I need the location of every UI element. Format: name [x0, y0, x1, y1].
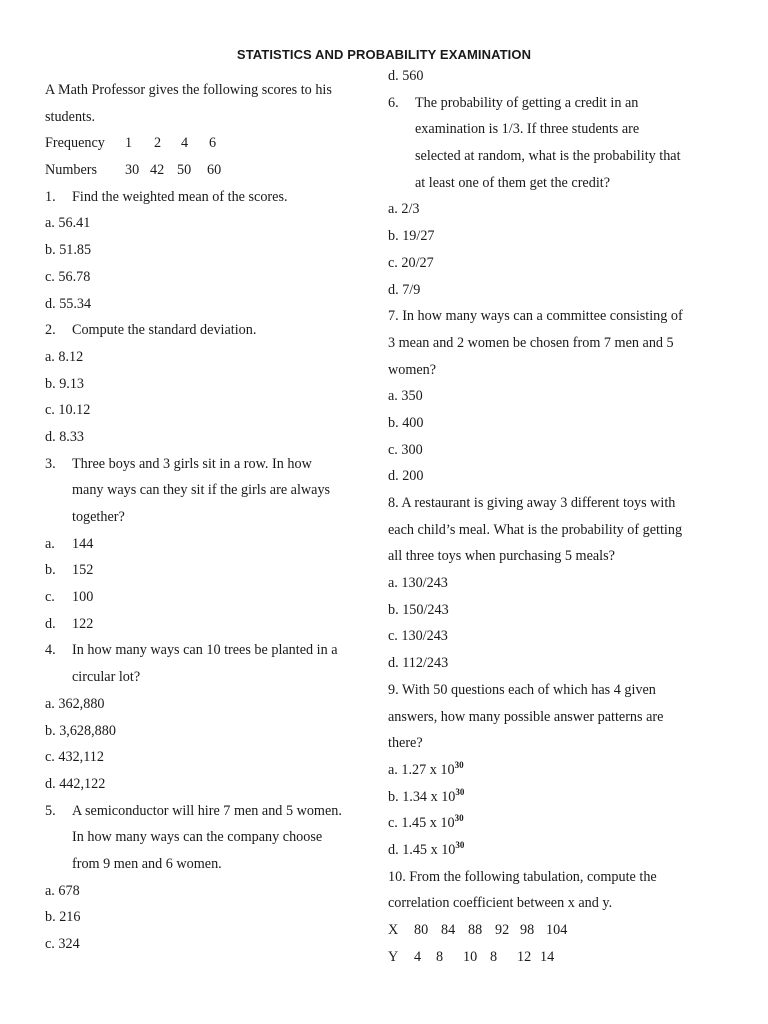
question-text: Three boys and 3 girls sit in a row. In how — [72, 455, 312, 472]
question-text: from 9 men and 6 women. — [72, 855, 222, 872]
option-value: 100 — [72, 589, 94, 606]
option-c — [45, 584, 365, 611]
question-number: 6. — [388, 94, 399, 111]
frequency-row — [45, 130, 365, 157]
option-d: d. 112/243 — [388, 655, 449, 672]
y-label: Y — [388, 948, 399, 965]
option-b: b. 216 — [45, 909, 81, 926]
numbers-value: 50 — [177, 162, 192, 179]
question-text: answers, how many possible answer patterns are — [388, 708, 664, 725]
intro-line: A Math Professor gives the following scores to his — [45, 82, 332, 98]
option-letter: d. — [45, 615, 56, 632]
question-text: Find the weighted mean of the scores. — [72, 188, 288, 205]
option-b: b. 9.13 — [45, 375, 85, 392]
question-text: together? — [72, 509, 125, 525]
question-text: there? — [388, 735, 423, 752]
option-value: 122 — [72, 615, 94, 632]
option-c: c. 130/243 — [388, 628, 448, 645]
numbers-label: Numbers — [45, 162, 98, 179]
question-text: In how many ways can 10 trees be planted in a — [72, 642, 338, 659]
x-values-row — [388, 917, 728, 944]
option-a — [45, 531, 365, 558]
intro-line: students. — [45, 108, 96, 125]
option-d — [388, 837, 728, 864]
question-number: 2. — [45, 322, 56, 339]
question-6 — [388, 90, 728, 117]
frequency-value: 6 — [209, 135, 217, 152]
option-d: d. 200 — [388, 468, 424, 485]
x-value: 92 — [495, 922, 510, 938]
option-d: d. 55.34 — [45, 295, 92, 312]
option-letter: c. — [45, 589, 55, 606]
question-text: correlation coefficient between x and y. — [388, 895, 613, 912]
y-value: 14 — [540, 948, 555, 965]
option-d: d. 560 — [388, 68, 424, 84]
option-c: c. 324 — [45, 936, 80, 952]
y-value: 8 — [436, 948, 444, 965]
option-text: c. 1.45 x 10 — [388, 815, 455, 832]
frequency-value: 2 — [154, 135, 162, 152]
option-b: b. 51.85 — [45, 242, 92, 259]
question-5 — [45, 798, 365, 825]
option-b: b. 19/27 — [388, 228, 435, 245]
option-c: c. 432,112 — [45, 749, 104, 766]
option-b — [45, 557, 365, 584]
option-a: a. 2/3 — [388, 201, 420, 218]
question-3 — [45, 451, 365, 478]
question-text: selected at random, what is the probability that — [415, 148, 681, 165]
question-9: 9. With 50 questions each of which has 4 given — [388, 681, 656, 698]
option-c: c. 20/27 — [388, 254, 434, 271]
option-d: d. 8.33 — [45, 428, 85, 445]
question-text: A semiconductor will hire 7 men and 5 women. — [72, 802, 342, 819]
option-c: c. 56.78 — [45, 268, 91, 285]
x-value: 84 — [441, 922, 456, 938]
numbers-row — [45, 157, 365, 184]
option-text: a. 1.27 x 10 — [388, 761, 455, 778]
question-text: each child’s meal. What is the probability of getting — [388, 521, 683, 538]
exponent: 30 — [455, 839, 465, 850]
right-column — [388, 63, 728, 970]
question-number: 1. — [45, 188, 56, 205]
question-text: all three toys when purchasing 5 meals? — [388, 548, 615, 565]
x-value: 98 — [520, 922, 535, 938]
exponent: 30 — [454, 759, 464, 770]
option-a: a. 130/243 — [388, 575, 448, 592]
question-10: 10. From the following tabulation, compute the — [388, 868, 657, 885]
option-d: d. 442,122 — [45, 775, 106, 792]
question-7: 7. In how many ways can a committee consisting of — [388, 308, 683, 325]
left-column — [45, 77, 365, 958]
question-text: many ways can they sit if the girls are always — [72, 482, 331, 499]
question-number: 4. — [45, 642, 56, 659]
frequency-value: 4 — [181, 135, 189, 152]
option-a: a. 350 — [388, 388, 423, 405]
question-text: circular lot? — [72, 669, 141, 686]
option-d: d. 7/9 — [388, 281, 421, 298]
question-text: Compute the standard deviation. — [72, 322, 257, 339]
question-4 — [45, 637, 365, 664]
x-value: 88 — [468, 922, 483, 938]
y-value: 12 — [517, 948, 532, 965]
option-d — [45, 611, 365, 638]
x-value: 104 — [546, 922, 568, 938]
question-text: In how many ways can the company choose — [72, 829, 323, 846]
x-label: X — [388, 922, 399, 938]
question-2 — [45, 317, 365, 344]
numbers-value: 30 — [125, 162, 140, 179]
option-text: d. 1.45 x 10 — [388, 841, 456, 858]
y-value: 10 — [463, 948, 478, 965]
frequency-value: 1 — [125, 135, 133, 152]
question-text: women? — [388, 361, 437, 378]
option-a: a. 56.41 — [45, 215, 91, 232]
option-b: b. 3,628,880 — [45, 722, 116, 739]
option-text: b. 1.34 x 10 — [388, 788, 456, 805]
option-letter: a. — [45, 535, 55, 552]
option-b: b. 150/243 — [388, 601, 449, 618]
question-number: 5. — [45, 802, 56, 819]
option-c: c. 10.12 — [45, 402, 91, 419]
exponent: 30 — [454, 813, 464, 824]
y-value: 4 — [414, 948, 422, 965]
numbers-value: 60 — [207, 162, 222, 179]
question-text: at least one of them get the credit? — [415, 174, 610, 191]
y-value: 8 — [490, 948, 498, 965]
question-text: The probability of getting a credit in an — [415, 94, 639, 111]
option-a: a. 362,880 — [45, 695, 105, 712]
option-b — [388, 784, 728, 811]
option-b: b. 400 — [388, 414, 424, 431]
question-8: 8. A restaurant is giving away 3 different toys with — [388, 495, 676, 511]
option-c — [388, 810, 728, 837]
option-value: 152 — [72, 562, 94, 579]
exponent: 30 — [455, 786, 465, 797]
question-number: 3. — [45, 455, 56, 472]
option-a — [388, 757, 728, 784]
option-c: c. 300 — [388, 441, 423, 458]
option-letter: b. — [45, 562, 56, 579]
frequency-label: Frequency — [45, 135, 105, 152]
question-text: 3 mean and 2 women be chosen from 7 men and 5 — [388, 334, 674, 351]
option-a: a. 678 — [45, 882, 80, 899]
option-value: 144 — [72, 535, 94, 552]
page-title: STATISTICS AND PROBABILITY EXAMINATION — [236, 47, 532, 62]
x-value: 80 — [414, 922, 429, 938]
y-values-row — [388, 944, 728, 971]
option-a: a. 8.12 — [45, 348, 84, 365]
question-1 — [45, 184, 365, 211]
numbers-value: 42 — [150, 162, 165, 179]
question-text: examination is 1/3. If three students are — [415, 121, 640, 138]
